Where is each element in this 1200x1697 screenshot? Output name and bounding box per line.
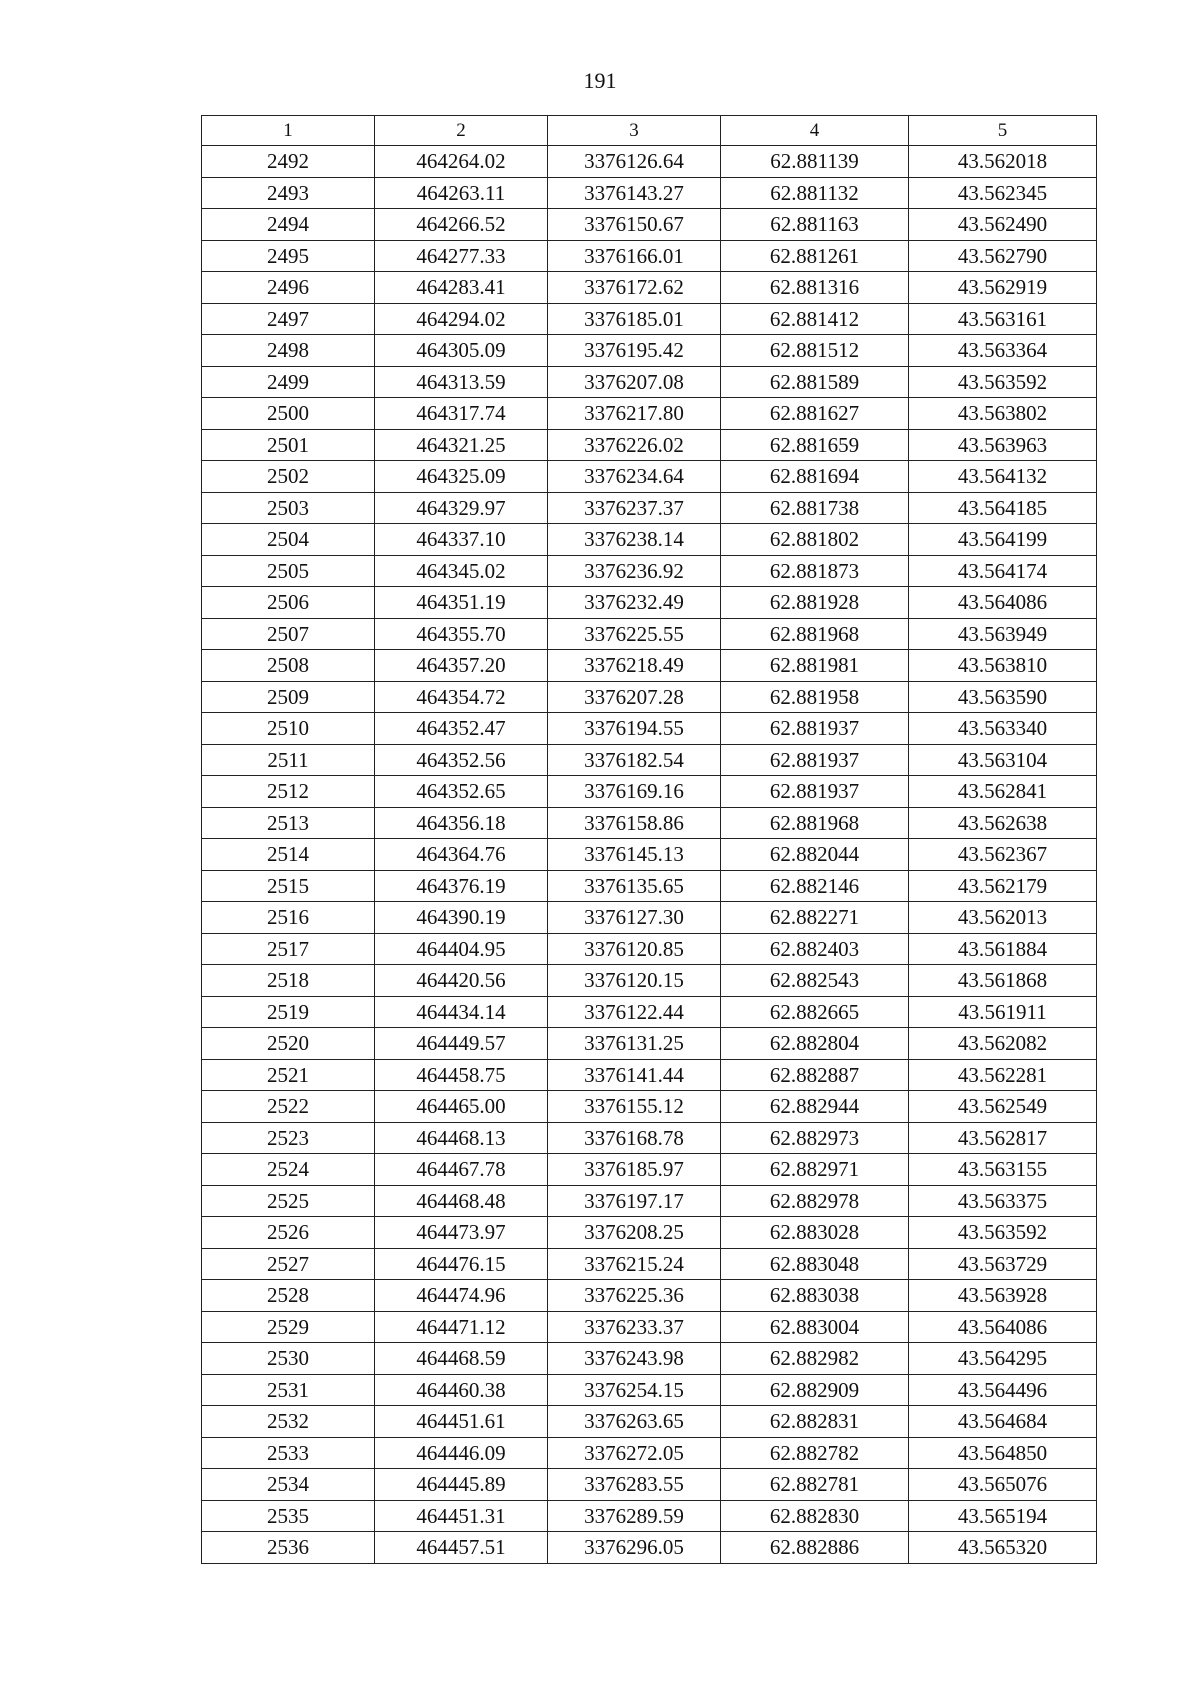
table-cell: 2516 <box>202 902 375 934</box>
table-cell: 3376182.54 <box>548 744 721 776</box>
table-row <box>202 272 1097 304</box>
table-cell: 464263.11 <box>375 177 548 209</box>
table-cell: 62.881738 <box>721 492 909 524</box>
table-cell: 3376225.55 <box>548 618 721 650</box>
table-row <box>202 1500 1097 1532</box>
table-cell: 2496 <box>202 272 375 304</box>
table-row <box>202 618 1097 650</box>
table-cell: 43.565194 <box>909 1500 1097 1532</box>
table-cell: 3376155.12 <box>548 1091 721 1123</box>
table-cell: 3376169.16 <box>548 776 721 808</box>
table-row <box>202 240 1097 272</box>
table-cell: 3376172.62 <box>548 272 721 304</box>
table-cell: 62.882887 <box>721 1059 909 1091</box>
table-cell: 43.564295 <box>909 1343 1097 1375</box>
table-row <box>202 713 1097 745</box>
table-cell: 62.881412 <box>721 303 909 335</box>
table-cell: 464266.52 <box>375 209 548 241</box>
table-cell: 3376296.05 <box>548 1532 721 1564</box>
table-cell: 464474.96 <box>375 1280 548 1312</box>
table-cell: 3376263.65 <box>548 1406 721 1438</box>
table-cell: 62.882978 <box>721 1185 909 1217</box>
table-row <box>202 776 1097 808</box>
table-cell: 43.563928 <box>909 1280 1097 1312</box>
table-cell: 3376166.01 <box>548 240 721 272</box>
table-cell: 464351.19 <box>375 587 548 619</box>
table-cell: 3376122.44 <box>548 996 721 1028</box>
table-cell: 43.561868 <box>909 965 1097 997</box>
table-row <box>202 1248 1097 1280</box>
column-header: 5 <box>909 116 1097 146</box>
table-cell: 3376145.13 <box>548 839 721 871</box>
table-cell: 464458.75 <box>375 1059 548 1091</box>
column-header: 4 <box>721 116 909 146</box>
table-cell: 2521 <box>202 1059 375 1091</box>
table-row <box>202 335 1097 367</box>
table-cell: 3376238.14 <box>548 524 721 556</box>
table-cell: 3376225.36 <box>548 1280 721 1312</box>
table-row <box>202 461 1097 493</box>
table-cell: 43.563802 <box>909 398 1097 430</box>
table-cell: 3376289.59 <box>548 1500 721 1532</box>
table-cell: 464467.78 <box>375 1154 548 1186</box>
table-cell: 3376234.64 <box>548 461 721 493</box>
table-cell: 2518 <box>202 965 375 997</box>
table-cell: 43.562345 <box>909 177 1097 209</box>
table-cell: 2502 <box>202 461 375 493</box>
table-cell: 2532 <box>202 1406 375 1438</box>
table-cell: 464305.09 <box>375 335 548 367</box>
table-cell: 62.881512 <box>721 335 909 367</box>
table-cell: 3376197.17 <box>548 1185 721 1217</box>
table-row <box>202 1469 1097 1501</box>
table-header-row <box>202 116 1097 146</box>
table-cell: 464352.56 <box>375 744 548 776</box>
table-cell: 464460.38 <box>375 1374 548 1406</box>
table-cell: 3376143.27 <box>548 177 721 209</box>
table-cell: 3376185.01 <box>548 303 721 335</box>
table-row <box>202 1154 1097 1186</box>
table-body <box>202 146 1097 1564</box>
table-cell: 464321.25 <box>375 429 548 461</box>
table-row <box>202 1311 1097 1343</box>
table-cell: 2504 <box>202 524 375 556</box>
table-cell: 2534 <box>202 1469 375 1501</box>
table-cell: 2527 <box>202 1248 375 1280</box>
table-row <box>202 492 1097 524</box>
table-cell: 62.883028 <box>721 1217 909 1249</box>
table-row <box>202 870 1097 902</box>
table-row <box>202 1343 1097 1375</box>
table-cell: 3376237.37 <box>548 492 721 524</box>
table-cell: 62.881928 <box>721 587 909 619</box>
table-row <box>202 1185 1097 1217</box>
table-row <box>202 524 1097 556</box>
table-cell: 2512 <box>202 776 375 808</box>
table-cell: 2495 <box>202 240 375 272</box>
table-cell: 43.563949 <box>909 618 1097 650</box>
table-cell: 3376236.92 <box>548 555 721 587</box>
table-cell: 2510 <box>202 713 375 745</box>
table-cell: 3376208.25 <box>548 1217 721 1249</box>
table-row <box>202 1091 1097 1123</box>
table-row <box>202 429 1097 461</box>
table-cell: 3376158.86 <box>548 807 721 839</box>
table-cell: 3376218.49 <box>548 650 721 682</box>
table-cell: 43.563161 <box>909 303 1097 335</box>
table-cell: 43.562490 <box>909 209 1097 241</box>
table-cell: 2524 <box>202 1154 375 1186</box>
table-cell: 62.881968 <box>721 807 909 839</box>
table-cell: 464337.10 <box>375 524 548 556</box>
table-cell: 3376272.05 <box>548 1437 721 1469</box>
table-cell: 62.882831 <box>721 1406 909 1438</box>
table-cell: 62.881802 <box>721 524 909 556</box>
table-cell: 62.881163 <box>721 209 909 241</box>
table-cell: 2517 <box>202 933 375 965</box>
table-cell: 43.564496 <box>909 1374 1097 1406</box>
table-cell: 464457.51 <box>375 1532 548 1564</box>
table-cell: 43.565320 <box>909 1532 1097 1564</box>
table-cell: 3376195.42 <box>548 335 721 367</box>
table-cell: 43.563155 <box>909 1154 1097 1186</box>
table-cell: 3376217.80 <box>548 398 721 430</box>
table-cell: 2507 <box>202 618 375 650</box>
table-row <box>202 650 1097 682</box>
table-cell: 2515 <box>202 870 375 902</box>
table-cell: 2523 <box>202 1122 375 1154</box>
table-cell: 464468.13 <box>375 1122 548 1154</box>
table-cell: 2509 <box>202 681 375 713</box>
table-cell: 2536 <box>202 1532 375 1564</box>
table-cell: 3376126.64 <box>548 146 721 178</box>
page-number: 191 <box>583 68 617 93</box>
table-cell: 3376254.15 <box>548 1374 721 1406</box>
table-cell: 43.563375 <box>909 1185 1097 1217</box>
table-cell: 62.882543 <box>721 965 909 997</box>
table-cell: 43.562790 <box>909 240 1097 272</box>
table-cell: 62.882044 <box>721 839 909 871</box>
table-row <box>202 1217 1097 1249</box>
table-cell: 3376135.65 <box>548 870 721 902</box>
table-cell: 62.881937 <box>721 713 909 745</box>
column-header: 1 <box>202 116 375 146</box>
table-cell: 62.882782 <box>721 1437 909 1469</box>
table-cell: 43.564174 <box>909 555 1097 587</box>
table-row <box>202 681 1097 713</box>
table-row <box>202 1280 1097 1312</box>
table-cell: 464364.76 <box>375 839 548 871</box>
table-cell: 43.562919 <box>909 272 1097 304</box>
table-cell: 464449.57 <box>375 1028 548 1060</box>
table-cell: 62.881694 <box>721 461 909 493</box>
table-cell: 464354.72 <box>375 681 548 713</box>
table-cell: 62.881659 <box>721 429 909 461</box>
table-row <box>202 1406 1097 1438</box>
table-cell: 3376185.97 <box>548 1154 721 1186</box>
table-cell: 3376215.24 <box>548 1248 721 1280</box>
table-cell: 43.562817 <box>909 1122 1097 1154</box>
table-cell: 3376207.28 <box>548 681 721 713</box>
coordinates-table <box>201 115 1097 1564</box>
table-cell: 43.562013 <box>909 902 1097 934</box>
table-row <box>202 1122 1097 1154</box>
table-cell: 464468.59 <box>375 1343 548 1375</box>
table-cell: 464404.95 <box>375 933 548 965</box>
table-cell: 2499 <box>202 366 375 398</box>
table-cell: 2500 <box>202 398 375 430</box>
table-cell: 2514 <box>202 839 375 871</box>
table-cell: 43.562841 <box>909 776 1097 808</box>
table-row <box>202 1437 1097 1469</box>
table-row <box>202 902 1097 934</box>
table-cell: 43.563590 <box>909 681 1097 713</box>
table-cell: 2508 <box>202 650 375 682</box>
table-row <box>202 1532 1097 1564</box>
table-cell: 3376207.08 <box>548 366 721 398</box>
table-cell: 62.882804 <box>721 1028 909 1060</box>
table-cell: 2530 <box>202 1343 375 1375</box>
table-row <box>202 1059 1097 1091</box>
table-row <box>202 177 1097 209</box>
table-cell: 464325.09 <box>375 461 548 493</box>
table-cell: 43.564199 <box>909 524 1097 556</box>
table-cell: 43.564850 <box>909 1437 1097 1469</box>
table-cell: 2498 <box>202 335 375 367</box>
table-row <box>202 807 1097 839</box>
table-cell: 43.563592 <box>909 1217 1097 1249</box>
table-cell: 62.882944 <box>721 1091 909 1123</box>
table-cell: 43.562082 <box>909 1028 1097 1060</box>
table-row <box>202 996 1097 1028</box>
table-cell: 3376194.55 <box>548 713 721 745</box>
table-cell: 62.881937 <box>721 776 909 808</box>
table-row <box>202 933 1097 965</box>
table-cell: 62.882781 <box>721 1469 909 1501</box>
table-cell: 3376141.44 <box>548 1059 721 1091</box>
table-cell: 43.562367 <box>909 839 1097 871</box>
table-cell: 43.561884 <box>909 933 1097 965</box>
table-cell: 2501 <box>202 429 375 461</box>
table-cell: 464313.59 <box>375 366 548 398</box>
table-cell: 3376283.55 <box>548 1469 721 1501</box>
table-cell: 3376233.37 <box>548 1311 721 1343</box>
table-cell: 43.564185 <box>909 492 1097 524</box>
table-cell: 464317.74 <box>375 398 548 430</box>
table-cell: 43.564086 <box>909 1311 1097 1343</box>
table-cell: 43.563364 <box>909 335 1097 367</box>
table-cell: 43.563104 <box>909 744 1097 776</box>
table-cell: 2511 <box>202 744 375 776</box>
table-cell: 464356.18 <box>375 807 548 839</box>
table-row <box>202 744 1097 776</box>
table-cell: 2535 <box>202 1500 375 1532</box>
table-cell: 62.882886 <box>721 1532 909 1564</box>
table-cell: 62.881589 <box>721 366 909 398</box>
table-cell: 3376226.02 <box>548 429 721 461</box>
table-row <box>202 965 1097 997</box>
table-cell: 2505 <box>202 555 375 587</box>
table-cell: 62.881958 <box>721 681 909 713</box>
table-cell: 464468.48 <box>375 1185 548 1217</box>
table-row <box>202 1028 1097 1060</box>
table-cell: 3376131.25 <box>548 1028 721 1060</box>
table-cell: 464420.56 <box>375 965 548 997</box>
table-cell: 62.882909 <box>721 1374 909 1406</box>
table-cell: 2525 <box>202 1185 375 1217</box>
table-cell: 464446.09 <box>375 1437 548 1469</box>
table-cell: 62.882973 <box>721 1122 909 1154</box>
table-cell: 62.882665 <box>721 996 909 1028</box>
table-row <box>202 1374 1097 1406</box>
table-cell: 62.882146 <box>721 870 909 902</box>
table-cell: 464465.00 <box>375 1091 548 1123</box>
table-cell: 464352.65 <box>375 776 548 808</box>
table-cell: 464445.89 <box>375 1469 548 1501</box>
table-cell: 2513 <box>202 807 375 839</box>
table-row <box>202 303 1097 335</box>
table-cell: 2526 <box>202 1217 375 1249</box>
table-cell: 43.562638 <box>909 807 1097 839</box>
table-cell: 2529 <box>202 1311 375 1343</box>
table-cell: 62.881316 <box>721 272 909 304</box>
table-cell: 464434.14 <box>375 996 548 1028</box>
table-cell: 43.563810 <box>909 650 1097 682</box>
table-cell: 464451.31 <box>375 1500 548 1532</box>
table-cell: 43.562281 <box>909 1059 1097 1091</box>
table-cell: 3376232.49 <box>548 587 721 619</box>
table-cell: 2522 <box>202 1091 375 1123</box>
table-cell: 62.882971 <box>721 1154 909 1186</box>
table-cell: 43.563963 <box>909 429 1097 461</box>
table-row <box>202 587 1097 619</box>
table-cell: 464264.02 <box>375 146 548 178</box>
table-cell: 464357.20 <box>375 650 548 682</box>
table-cell: 464355.70 <box>375 618 548 650</box>
table-cell: 62.881968 <box>721 618 909 650</box>
table-cell: 43.562018 <box>909 146 1097 178</box>
table-cell: 43.563592 <box>909 366 1097 398</box>
table-cell: 62.881132 <box>721 177 909 209</box>
table-cell: 62.882403 <box>721 933 909 965</box>
table-row <box>202 839 1097 871</box>
table-cell: 464329.97 <box>375 492 548 524</box>
table-cell: 43.563340 <box>909 713 1097 745</box>
table-cell: 2533 <box>202 1437 375 1469</box>
table-cell: 2531 <box>202 1374 375 1406</box>
table-cell: 464294.02 <box>375 303 548 335</box>
table-cell: 62.882982 <box>721 1343 909 1375</box>
table-cell: 464376.19 <box>375 870 548 902</box>
table-cell: 62.881139 <box>721 146 909 178</box>
table-cell: 464277.33 <box>375 240 548 272</box>
table-cell: 3376150.67 <box>548 209 721 241</box>
table-cell: 62.883038 <box>721 1280 909 1312</box>
table-cell: 2492 <box>202 146 375 178</box>
table-cell: 464283.41 <box>375 272 548 304</box>
table-cell: 62.881937 <box>721 744 909 776</box>
table-cell: 43.561911 <box>909 996 1097 1028</box>
table-cell: 2506 <box>202 587 375 619</box>
table-cell: 464473.97 <box>375 1217 548 1249</box>
table-row <box>202 398 1097 430</box>
table-cell: 464471.12 <box>375 1311 548 1343</box>
table-cell: 2519 <box>202 996 375 1028</box>
table-cell: 62.883004 <box>721 1311 909 1343</box>
table-cell: 43.565076 <box>909 1469 1097 1501</box>
table-cell: 62.881873 <box>721 555 909 587</box>
table-cell: 43.564684 <box>909 1406 1097 1438</box>
table-cell: 2493 <box>202 177 375 209</box>
table-cell: 3376127.30 <box>548 902 721 934</box>
table-cell: 464390.19 <box>375 902 548 934</box>
column-header: 3 <box>548 116 721 146</box>
table-cell: 62.881261 <box>721 240 909 272</box>
table-row <box>202 555 1097 587</box>
table-cell: 2503 <box>202 492 375 524</box>
table-cell: 62.882271 <box>721 902 909 934</box>
table-cell: 62.881627 <box>721 398 909 430</box>
table-cell: 464345.02 <box>375 555 548 587</box>
table-cell: 2528 <box>202 1280 375 1312</box>
table-cell: 3376168.78 <box>548 1122 721 1154</box>
table-cell: 43.563729 <box>909 1248 1097 1280</box>
table-cell: 2497 <box>202 303 375 335</box>
table-cell: 43.564132 <box>909 461 1097 493</box>
table-cell: 43.562179 <box>909 870 1097 902</box>
table-cell: 464451.61 <box>375 1406 548 1438</box>
column-header: 2 <box>375 116 548 146</box>
table-cell: 3376243.98 <box>548 1343 721 1375</box>
table-cell: 43.562549 <box>909 1091 1097 1123</box>
table-cell: 464476.15 <box>375 1248 548 1280</box>
table-cell: 2494 <box>202 209 375 241</box>
table-row <box>202 209 1097 241</box>
table-cell: 43.564086 <box>909 587 1097 619</box>
table-cell: 3376120.85 <box>548 933 721 965</box>
table-cell: 2520 <box>202 1028 375 1060</box>
table-cell: 62.882830 <box>721 1500 909 1532</box>
table-row <box>202 366 1097 398</box>
table-cell: 62.881981 <box>721 650 909 682</box>
table-cell: 464352.47 <box>375 713 548 745</box>
table-row <box>202 146 1097 178</box>
table-cell: 62.883048 <box>721 1248 909 1280</box>
table-cell: 3376120.15 <box>548 965 721 997</box>
